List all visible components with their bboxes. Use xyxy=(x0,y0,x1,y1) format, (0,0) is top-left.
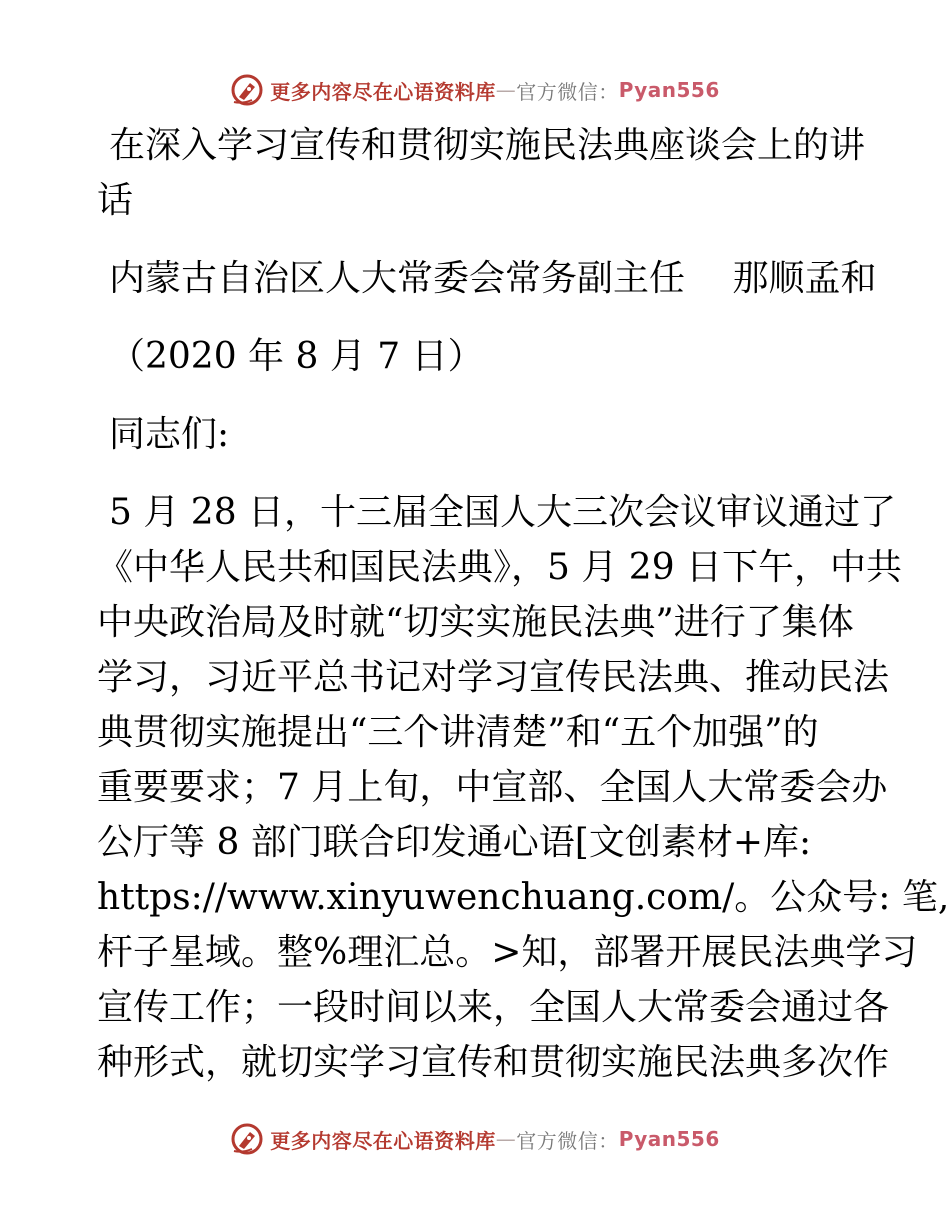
watermark-site-text: 更多内容尽在心语资料库 xyxy=(270,79,496,104)
body-line: 学习，习近平总书记对学习宣传民法典、推动民法 xyxy=(97,657,890,698)
watermark-wechat-id: Pyan556 xyxy=(618,78,720,102)
body-line: 《中华人民共和国民法典》，5 月 29 日下午，中共 xyxy=(97,547,903,588)
body-line: 中央政治局及时就“切实实施民法典”进行了集体 xyxy=(97,602,854,643)
title-line-2: 话 xyxy=(97,180,134,221)
watermark-wechat-label: 官方微信： xyxy=(516,1128,619,1153)
body-line: https://www.xinyuwenchuang.com/。公众号: 笔, xyxy=(97,877,950,918)
document-body xyxy=(97,118,950,1090)
title-line-1: 在深入学习宣传和贯彻实施民法典座谈会上的讲 xyxy=(109,125,866,166)
body-line: 杆子星域。整%理汇总。>知，部署开展民法典学习 xyxy=(97,932,918,973)
watermark-wechat-label: 官方微信： xyxy=(516,79,619,104)
author-line: 内蒙古自治区人大常委会常务副主任 那顺孟和 xyxy=(109,258,877,299)
pen-nib-circle-icon xyxy=(230,73,264,107)
body-line: 5 月 28 日，十三届全国人大三次会议审议通过了 xyxy=(109,492,897,533)
footer-watermark xyxy=(0,1119,950,1159)
watermark-dash: — xyxy=(495,78,517,102)
salutation: 同志们: xyxy=(109,414,230,455)
header-watermark xyxy=(0,70,950,110)
watermark-site-text: 更多内容尽在心语资料库 xyxy=(270,1128,496,1153)
body-line: 公厅等 8 部门联合印发通心语[文创素材+库: xyxy=(97,822,812,863)
pen-nib-circle-icon xyxy=(230,1122,264,1156)
body-line: 宣传工作；一段时间以来，全国人大常委会通过各 xyxy=(97,987,890,1028)
body-line: 重要要求；7 月上旬，中宣部、全国人大常委会办 xyxy=(97,767,888,808)
watermark-wechat-id: Pyan556 xyxy=(618,1127,720,1151)
date-line: （2020 年 8 月 7 日） xyxy=(109,336,484,377)
watermark-dash: — xyxy=(495,1127,517,1151)
body-line: 种形式，就切实学习宣传和贯彻实施民法典多次作 xyxy=(97,1042,890,1083)
body-line: 典贯彻实施提出“三个讲清楚”和“五个加强”的 xyxy=(97,712,819,753)
